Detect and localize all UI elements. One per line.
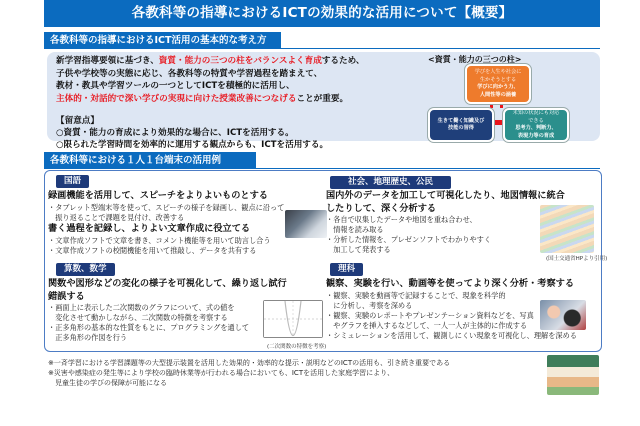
example-bullet: ・分析した情報を、プレゼンソフトでわかりやすく xyxy=(326,235,492,244)
example-heading: 錯誤する xyxy=(48,291,85,302)
section-heading-examples: 各教科等における１人１台端末の活用例 xyxy=(44,152,256,169)
example-bullet: ・タブレット型端末等を使って、スピーチの様子を録画し、観点に沿って xyxy=(48,203,285,212)
example-bullet: 変化させて動かしながら、二次関数の特徴を考察する xyxy=(48,313,228,322)
example-bullet: 振り返ることで課題を見付け、改善する xyxy=(48,213,185,222)
text: 思考力、判断力、 xyxy=(515,125,557,131)
text: 生きて働く知識及び xyxy=(437,117,485,124)
text: 未知の状況にも対応 xyxy=(512,110,560,116)
text: 学びを人生や社会に xyxy=(474,69,522,75)
divider xyxy=(44,48,600,49)
text: 生かそうとする xyxy=(479,76,517,83)
example-bullet: ・観察、実験を動画等で記録することで、現象を科学的 xyxy=(326,291,506,300)
page-title: 各教科等の指導におけるICTの効果的な活用について【概要】 xyxy=(44,0,600,27)
example-bullet: ・シミュレーションを活用して、観測しにくい現象を可視化し、理解を深める xyxy=(326,331,577,340)
example-bullet: に分析し、考察を深める xyxy=(326,301,413,310)
text: 表現力等の育成 xyxy=(517,132,555,139)
footnote: 児童生徒の学びの保障が可能になる xyxy=(48,379,167,387)
footnote: ※一斉学習における学習課題等の大型提示装置を活用した効果的・効率的な提示・説明などのICTの活用も、引き続き重要である xyxy=(48,359,451,367)
text: 学びに向かう力、 xyxy=(477,84,519,90)
footnote: ※災害や感染症の発生等により学校の臨時休業等が行われる場合においても、ICTを活用した家庭学習により、 xyxy=(48,369,395,377)
text: 技能の習得 xyxy=(448,125,474,131)
pillar-knowledge xyxy=(428,108,494,142)
note-item: ○限られた学習時間を効率的に運用する観点からも、ICTを活用する。 xyxy=(56,140,329,150)
example-bullet: ・画面上に表示した二次関数のグラフについて、式の値を xyxy=(48,303,235,312)
text: ことが重要。 xyxy=(296,93,349,104)
basic-approach-paragraph xyxy=(56,55,364,105)
example-heading: 録画機能を活用して、スピーチをよりよいものとする xyxy=(48,190,268,201)
section-heading-basic-approach: 各教科等の指導におけるICT活用の基本的な考え方 xyxy=(44,32,281,49)
tablet-photo xyxy=(285,210,327,238)
notes-label: 【留意点】 xyxy=(56,116,99,126)
subject-label-science: 理科 xyxy=(330,263,363,276)
text: 教材・教具や学習ツールの一つとしてICTを積極的に活用し、 xyxy=(56,81,295,92)
subject-label-social: 社会、地理歴史、公民 xyxy=(330,176,451,189)
students-photo xyxy=(540,300,586,330)
text: するため、 xyxy=(321,56,365,66)
text: 新学習指導要領に基づき、 xyxy=(56,56,159,66)
pillar-motivation xyxy=(465,64,531,104)
text: 人間性等の涵養 xyxy=(479,91,517,98)
example-heading: 国内外のデータを加工して可視化したり、地図情報に統合 xyxy=(326,190,565,201)
pillars-title: <資質・能力の三つの柱> xyxy=(428,55,522,64)
divider xyxy=(44,168,600,169)
example-heading: したりして、深く分析する xyxy=(326,203,437,214)
subject-label-japanese: 国語 xyxy=(56,175,89,188)
example-bullet: ・文章作成ソフトで文章を書き、コメント機能等を用いて助言し合う xyxy=(48,236,271,245)
example-bullet: やグラフを挿入するなどして、一人一人が主体的に作成する xyxy=(326,321,528,330)
example-heading: 書く過程を記録し、よりよい文章作成に役立てる xyxy=(48,223,251,234)
subject-label-math: 算数、数学 xyxy=(56,263,115,276)
note-item: ○資質・能力の育成により効果的な場合に、ICTを活用する。 xyxy=(56,128,294,138)
example-heading: 関数や図形などの変化の様子を可視化して、繰り返し試行 xyxy=(48,278,287,289)
pillar-thinking xyxy=(503,108,569,142)
example-bullet: ・観察、実験のレポートやプレゼンテーション資料などを、写真 xyxy=(326,311,534,320)
example-bullet: 正多角形の作図を行う xyxy=(48,333,128,342)
parabola-graph xyxy=(263,300,323,338)
notes-block xyxy=(56,115,328,151)
example-bullet: ・正多角形の基本的な性質をもとに、プログラミングを通して xyxy=(48,323,250,332)
classroom-illustration xyxy=(547,355,599,395)
example-heading: 観察、実験を行い、動画等を使ってより深く分析・考察する xyxy=(326,278,575,289)
example-bullet: 加工して発表する xyxy=(326,245,391,254)
highlight-text: 主体的・対話的で深い学びの実現に向けた授業改善につなげる xyxy=(56,93,297,104)
map-layers-figure xyxy=(540,205,594,253)
highlight-text: 資質・能力の三つの柱をバランスよく育成 xyxy=(158,56,322,66)
text: 子供や学校等の実態に応じ、各教科等の特質や学習過程を踏まえて、 xyxy=(56,68,323,79)
example-bullet: ・各自で収集したデータや地図を重ね合わせ、 xyxy=(326,215,477,224)
text: できる xyxy=(528,117,544,124)
figure-caption: (二次関数の特徴を考察) xyxy=(267,344,327,350)
figure-caption: (国土交通省HPより引用) xyxy=(546,256,608,262)
example-bullet: ・文章作成ソフトの校閲機能を用いて推敲し、データを共有する xyxy=(48,246,257,255)
footnotes xyxy=(48,358,450,388)
example-bullet: 情報を読み取る xyxy=(326,225,384,234)
